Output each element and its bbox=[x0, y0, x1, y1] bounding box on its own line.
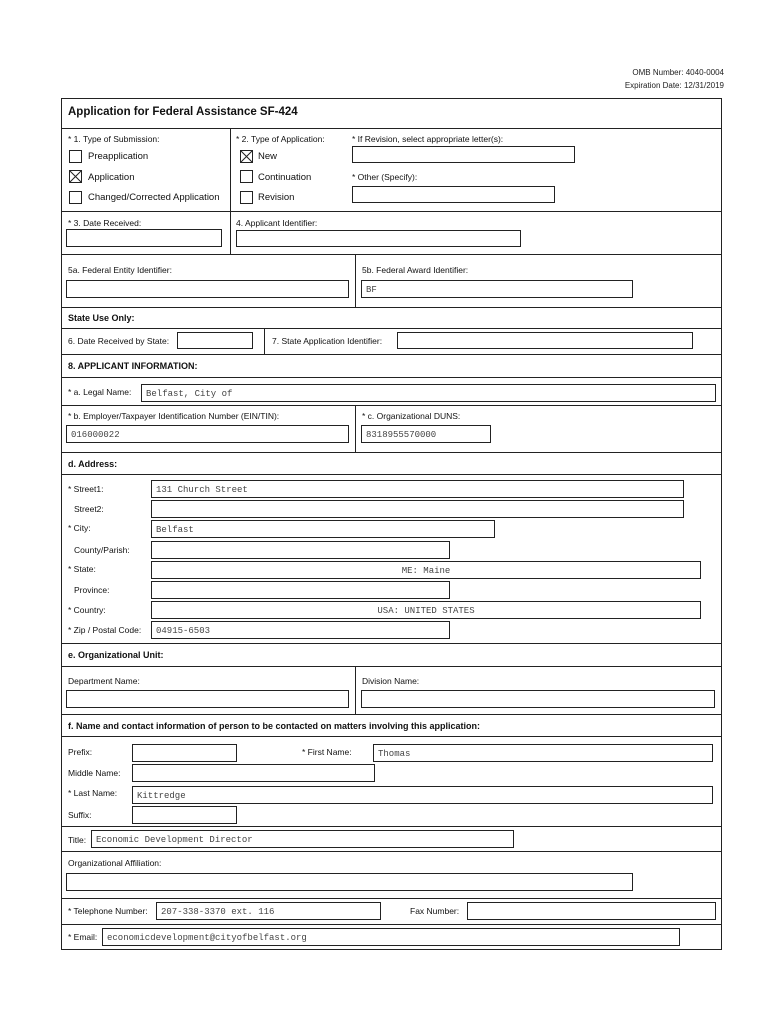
submission-type-label: * 1. Type of Submission: bbox=[68, 134, 160, 144]
ein-field[interactable]: 016000022 bbox=[66, 425, 349, 443]
application-type-label: * 2. Type of Application: bbox=[236, 134, 325, 144]
date-by-state-label: 6. Date Received by State: bbox=[68, 336, 170, 346]
country-select[interactable]: USA: UNITED STATES bbox=[151, 601, 701, 619]
legal-name-label: * a. Legal Name: bbox=[68, 387, 132, 397]
federal-award-field[interactable]: BF bbox=[361, 280, 633, 298]
applicant-identifier-field[interactable] bbox=[236, 230, 521, 247]
omb-number: OMB Number: 4040-0004 bbox=[632, 68, 724, 77]
telephone-field[interactable]: 207-338-3370 ext. 116 bbox=[156, 902, 381, 920]
changed-corrected-label: Changed/Corrected Application bbox=[88, 192, 220, 203]
application-checkbox[interactable] bbox=[69, 170, 82, 183]
x-mark-icon bbox=[241, 151, 252, 162]
state-label: * State: bbox=[68, 564, 96, 574]
state-select[interactable]: ME: Maine bbox=[151, 561, 701, 579]
divider bbox=[264, 328, 265, 354]
changed-corrected-checkbox[interactable] bbox=[69, 191, 82, 204]
state-use-title: State Use Only: bbox=[68, 313, 135, 323]
street1-field[interactable]: 131 Church Street bbox=[151, 480, 684, 498]
date-received-label: * 3. Date Received: bbox=[68, 218, 142, 228]
title-label: Title: bbox=[68, 835, 87, 845]
county-field[interactable] bbox=[151, 541, 450, 559]
divider bbox=[61, 354, 722, 355]
new-checkbox[interactable] bbox=[240, 150, 253, 163]
email-label: * Email: bbox=[68, 932, 98, 942]
middle-name-label: Middle Name: bbox=[68, 768, 121, 778]
federal-award-label: 5b. Federal Award Identifier: bbox=[362, 265, 469, 275]
divider bbox=[230, 211, 231, 254]
telephone-label: * Telephone Number: bbox=[68, 906, 148, 916]
divider bbox=[61, 736, 722, 737]
divider bbox=[61, 328, 722, 329]
revision-checkbox[interactable] bbox=[240, 191, 253, 204]
department-field[interactable] bbox=[66, 690, 349, 708]
last-name-field[interactable]: Kittredge bbox=[132, 786, 713, 804]
divider bbox=[61, 128, 722, 129]
title-field[interactable]: Economic Development Director bbox=[91, 830, 514, 848]
continuation-checkbox[interactable] bbox=[240, 170, 253, 183]
street2-label: Street2: bbox=[74, 504, 104, 514]
ein-label: * b. Employer/Taxpayer Identification Number (EIN/TIN): bbox=[68, 411, 280, 421]
divider bbox=[61, 474, 722, 475]
divider bbox=[355, 405, 356, 452]
divider bbox=[61, 307, 722, 308]
street1-label: * Street1: bbox=[68, 484, 104, 494]
city-label: * City: bbox=[68, 523, 91, 533]
divider bbox=[61, 714, 722, 715]
legal-name-field[interactable]: Belfast, City of bbox=[141, 384, 716, 402]
omb-header bbox=[625, 66, 724, 92]
fax-field[interactable] bbox=[467, 902, 716, 920]
date-by-state-field[interactable] bbox=[177, 332, 253, 349]
duns-label: * c. Organizational DUNS: bbox=[362, 411, 461, 421]
expiration-date: Expiration Date: 12/31/2019 bbox=[624, 81, 724, 90]
suffix-label: Suffix: bbox=[68, 810, 92, 820]
address-title: d. Address: bbox=[68, 459, 118, 469]
revision-label: Revision bbox=[258, 192, 295, 203]
suffix-field[interactable] bbox=[132, 806, 237, 824]
divider bbox=[61, 826, 722, 827]
form-title: Application for Federal Assistance SF-424 bbox=[68, 106, 298, 118]
divider bbox=[355, 254, 356, 307]
country-label: * Country: bbox=[68, 605, 106, 615]
org-unit-title: e. Organizational Unit: bbox=[68, 650, 164, 660]
state-app-id-field[interactable] bbox=[397, 332, 693, 349]
revision-letter-field[interactable] bbox=[352, 146, 575, 163]
revision-letter-label: * If Revision, select appropriate letter(s): bbox=[352, 134, 504, 144]
zip-field[interactable]: 04915-6503 bbox=[151, 621, 450, 639]
divider bbox=[61, 924, 722, 925]
province-field[interactable] bbox=[151, 581, 450, 599]
x-mark-icon bbox=[70, 171, 81, 182]
first-name-field[interactable]: Thomas bbox=[373, 744, 713, 762]
new-label: New bbox=[258, 151, 278, 162]
fax-label: Fax Number: bbox=[410, 906, 460, 916]
street2-field[interactable] bbox=[151, 500, 684, 518]
division-label: Division Name: bbox=[362, 676, 420, 686]
preapplication-label: Preapplication bbox=[88, 151, 149, 162]
state-app-id-label: 7. State Application Identifier: bbox=[272, 336, 383, 346]
federal-entity-label: 5a. Federal Entity Identifier: bbox=[68, 265, 172, 275]
city-field[interactable]: Belfast bbox=[151, 520, 495, 538]
divider bbox=[61, 898, 722, 899]
date-received-field[interactable] bbox=[66, 229, 222, 247]
email-field[interactable]: economicdevelopment@cityofbelfast.org bbox=[102, 928, 680, 946]
county-label: County/Parish: bbox=[74, 545, 130, 555]
divider bbox=[61, 377, 722, 378]
first-name-label: * First Name: bbox=[302, 747, 352, 757]
other-specify-field[interactable] bbox=[352, 186, 555, 203]
affiliation-field[interactable] bbox=[66, 873, 633, 891]
application-label: Application bbox=[88, 172, 135, 183]
divider bbox=[61, 254, 722, 255]
divider bbox=[230, 128, 231, 211]
last-name-label: * Last Name: bbox=[68, 788, 118, 798]
contact-title: f. Name and contact information of person to be contacted on matters involving this application: bbox=[68, 721, 481, 731]
prefix-field[interactable] bbox=[132, 744, 237, 762]
divider bbox=[61, 643, 722, 644]
applicant-identifier-label: 4. Applicant Identifier: bbox=[236, 218, 318, 228]
other-specify-label: * Other (Specify): bbox=[352, 172, 418, 182]
preapplication-checkbox[interactable] bbox=[69, 150, 82, 163]
divider bbox=[61, 405, 722, 406]
middle-name-field[interactable] bbox=[132, 764, 375, 782]
division-field[interactable] bbox=[361, 690, 715, 708]
federal-entity-field[interactable] bbox=[66, 280, 349, 298]
zip-label: * Zip / Postal Code: bbox=[68, 625, 142, 635]
divider bbox=[61, 666, 722, 667]
continuation-label: Continuation bbox=[258, 172, 312, 183]
divider bbox=[61, 851, 722, 852]
divider bbox=[61, 211, 722, 212]
applicant-info-title: 8. APPLICANT INFORMATION: bbox=[68, 361, 198, 371]
divider bbox=[355, 666, 356, 714]
department-label: Department Name: bbox=[68, 676, 140, 686]
province-label: Province: bbox=[74, 585, 110, 595]
affiliation-label: Organizational Affiliation: bbox=[68, 858, 162, 868]
prefix-label: Prefix: bbox=[68, 747, 93, 757]
duns-field[interactable]: 8318955570000 bbox=[361, 425, 491, 443]
divider bbox=[61, 452, 722, 453]
